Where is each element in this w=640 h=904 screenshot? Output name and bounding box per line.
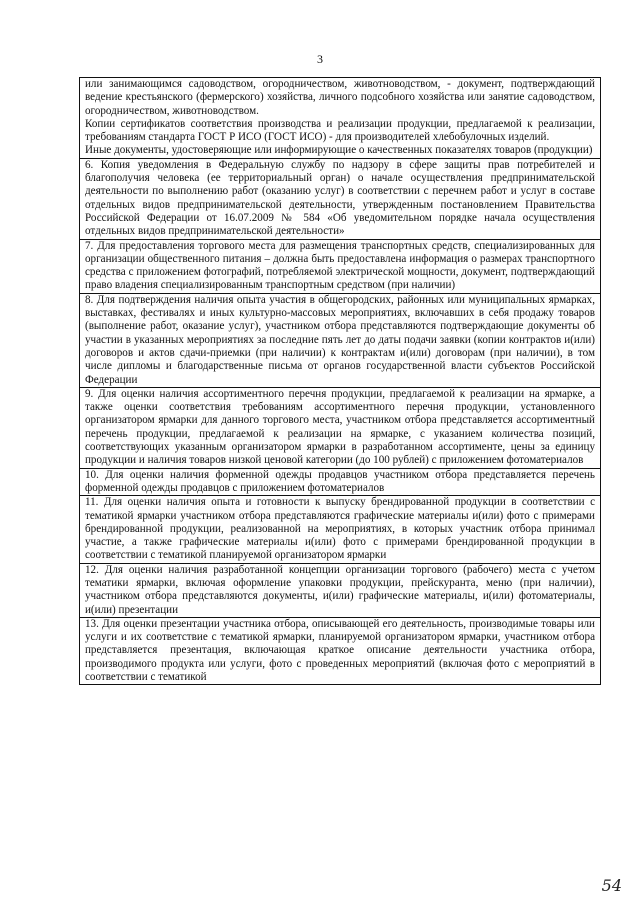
- row-paragraph: 10. Для оценки наличия форменной одежды продавцов участником отбора представляется перечень форменной одежды продавцов с приложением фотоматериалов: [85, 468, 595, 494]
- table-row: [80, 294, 600, 388]
- row-paragraph: 13. Для оценки презентации участника отбора, описывающей его деятельность, производимые товары или услуги и их соответствие с тематикой ярмарки, планируемой организатором ярмарки, участником отбора представляется презентация, включающая краткое описание деятельности участника отбора, производимого продукта или услуги, фото с проведенных мероприятий (включая фото с мероприятий в соответствии с тематикой: [85, 617, 595, 684]
- row-paragraph: 6. Копия уведомления в Федеральную службу по надзору в сфере защиты прав потребителей и благополучия человека (ее территориальный орган) о начале осуществления предпринимательской деятельности по выполнению работ (оказанию услуг) в соответствии с перечнем работ и услуг в составе отдельных видов предпринимательской деятельности, утвержденным постановлением Правительства Российской Федерации от 16.07.2009 № 584 «Об уведомительном порядке начала осуществления отдельных видов предпринимательской деятельности»: [85, 158, 595, 238]
- table-row: [80, 240, 600, 294]
- requirements-table: [79, 77, 601, 685]
- row-paragraph: Иные документы, удостоверяющие или информирующие о качественных показателях товаров (продукции): [85, 144, 593, 157]
- page-number: 3: [317, 52, 323, 66]
- row-paragraph: 11. Для оценки наличия опыта и готовности к выпуску брендированной продукции в соответствии с тематикой ярмарки участником отбора представляются графические материалы и(или) фото с примерами брендированной продукции, реализованной на мероприятиях, в которых участник отбора принимал участие, а также графические материалы и(или) фото с примерами брендированной продукции в соответствии с тематикой планируемой организатором ярмарки: [85, 496, 595, 562]
- table-row: [80, 618, 600, 684]
- row-paragraph: 8. Для подтверждения наличия опыта участия в общегородских, районных или муниципальных ярмарках, выставках, фестивалях и иных культурно-массовых мероприятиях, включавших в себя продажу товаров (выполнение работ, оказание услуг), участником отбора представляются подтверждающие документы об участии в указанных мероприятиях за последние пять лет до даты подачи заявки (копии контрактов и(или) договоров и актов сдачи-приемки (при наличии) к контрактам и(или) договорам (при наличии), в том числе дипломы и благодарственные письма от органов государственной власти субъектов Российской Федерации: [85, 293, 595, 386]
- table-row: [80, 496, 600, 563]
- row-paragraph: 7. Для предоставления торгового места для размещения транспортных средств, специализированных для организации общественного питания – должна быть предоставлена информация о размерах транспортного средства с приложением фотографий, потребляемой электрической мощности, документ, подтверждающий право владения специализированным транспортным средством (при наличии): [85, 239, 595, 292]
- table-row: [80, 78, 600, 159]
- row-paragraph: 12. Для оценки наличия разработанной концепции организации торгового (рабочего) места с учетом тематики ярмарки, включая оформление упаковки продукции, прейскуранта, меню (при наличии), участником отбора представляются документы, и(или) графические материалы, и(или) фотоматериалы, и(или) презентации: [85, 563, 595, 616]
- table-row: [80, 469, 600, 497]
- row-paragraph: или занимающимся садоводством, огородничеством, животноводством, - документ, подтверждающий ведение крестьянского (фермерского) хозяйства, личного подсобного хозяйства или занятие садоводством, огородничеством, животноводством.: [85, 78, 595, 117]
- table-row: [80, 388, 600, 469]
- table-row: [80, 564, 600, 618]
- table-row: [80, 159, 600, 240]
- handwritten-page-mark: 54: [601, 876, 622, 895]
- row-paragraph: 9. Для оценки наличия ассортиментного перечня продукции, предлагаемой к реализации на ярмарке, а также оценки соответствия требованиям ассортиментного перечня продукции, установленного организатором ярмарки для данного торгового места, участником отбора представляется ассортиментный перечень продукции, предлагаемой к реализации на ярмарке, с указанием количества позиций, соответствующих указанным организатором ярмарки в разработанном ассортименте, цены за единицу продукции и наличия товаров низкой ценовой категории (до 100 рублей) с приложением фотоматериалов: [85, 387, 595, 467]
- row-paragraph: Копии сертификатов соответствия производства и реализации продукции, предлагаемой к реализации, требованиям стандарта ГОСТ Р ИСО (ГОСТ ИСО) - для производителей хлебобулочных изделий.: [85, 117, 595, 144]
